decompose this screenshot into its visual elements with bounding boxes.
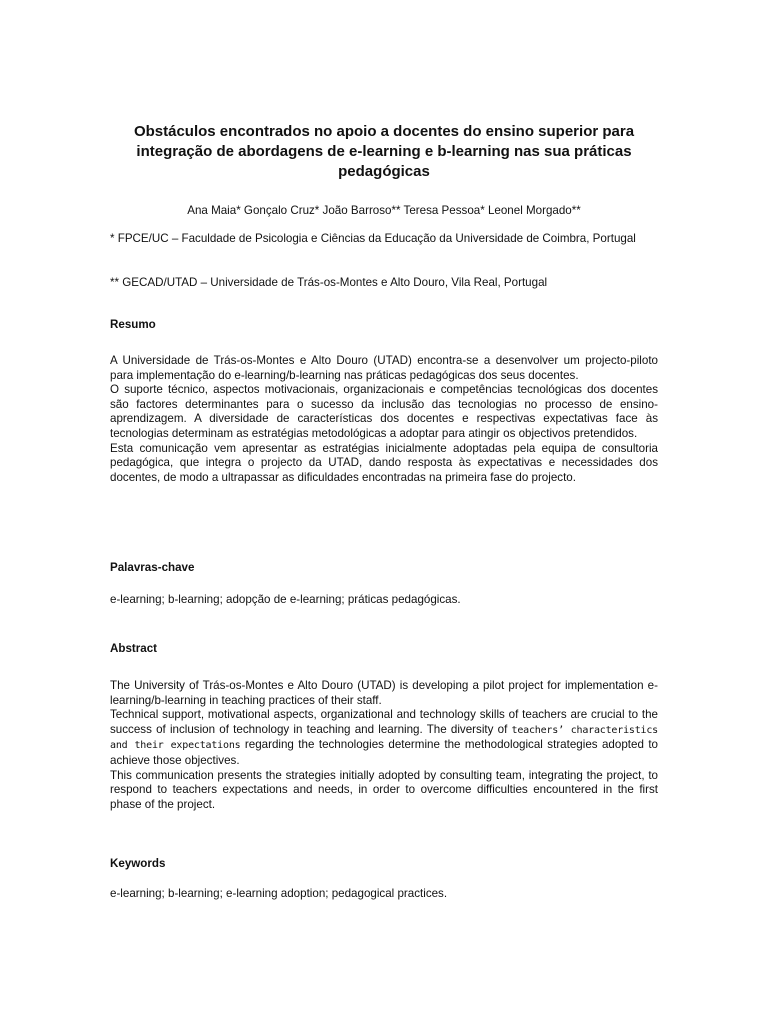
- resumo-paragraph-3: Esta comunicação vem apresentar as estratégias inicialmente adoptadas pela equipa de consultoria pedagógica, que integra o projecto da UTAD, dando resposta às expectativas e necessidades dos docentes, de modo a ultrapassar as dificuldades encontradas na primeira fase do projecto.: [110, 441, 658, 484]
- abstract-p2-mono: teachers’ characteristics and their expectations: [110, 724, 658, 752]
- paper-title: [100, 122, 668, 182]
- title-line-1: Obstáculos encontrados no apoio a docentes do ensino superior para: [133, 123, 635, 140]
- title-line-3: pedagógicas: [338, 163, 430, 180]
- abstract-p2-end: regarding the technologies determine the methodological strategies adopted to achieve those objectives.: [110, 738, 658, 767]
- abstract-body: [110, 679, 658, 812]
- abstract-heading: Abstract: [110, 642, 158, 655]
- affiliation-first: * FPCE/UC – Faculdade de Psicologia e Ciências da Educação da Universidade de Coimbra, Portugal: [110, 232, 636, 245]
- abstract-p2-start: Technical support, motivational aspects, organizational and technology skills of teachers are crucial to the success of inclusion of technology in teaching and learning. The diversity of: [110, 708, 658, 736]
- resumo-heading: Resumo: [110, 318, 156, 331]
- abstract-paragraph-2: [110, 708, 658, 768]
- palavras-chave-heading: Palavras-chave: [110, 561, 195, 574]
- keywords-text: e-learning; b-learning; e-learning adoption; pedagogical practices.: [110, 887, 448, 900]
- abstract-paragraph-1: The University of Trás-os-Montes e Alto Douro (UTAD) is developing a pilot project for implementation e-learning/b-learning in teaching practices of their staff.: [110, 679, 658, 707]
- resumo-body: [110, 354, 658, 485]
- palavras-chave-text: e-learning; b-learning; adopção de e-learning; práticas pedagógicas.: [110, 593, 461, 606]
- resumo-paragraph-1: A Universidade de Trás-os-Montes e Alto Douro (UTAD) encontra-se a desenvolver um projecto-piloto para implementação do e-learning/b-learning nas práticas pedagógicas dos seus docentes.: [110, 354, 658, 382]
- paper-page: [110, 0, 658, 1024]
- title-line-2: integração de abordagens de e-learning e b-learning nas sua práticas: [136, 143, 632, 160]
- affiliation-second: ** GECAD/UTAD – Universidade de Trás-os-Montes e Alto Douro, Vila Real, Portugal: [110, 276, 548, 289]
- resumo-paragraph-2: O suporte técnico, aspectos motivacionais, organizacionais e competências tecnológicas dos docentes são factores determinantes para o sucesso da inclusão das tecnologias no processo de ensino-aprendizagem. A diversidade de características dos docentes e respectivas expectativas face às tecnologias determinam as estratégias metodológicas a adoptar para atingir os objectivos pretendidos.: [110, 383, 658, 440]
- keywords-heading: Keywords: [110, 857, 166, 870]
- author-list: Ana Maia* Gonçalo Cruz* João Barroso** Teresa Pessoa* Leonel Morgado**: [187, 204, 581, 217]
- abstract-paragraph-3: This communication presents the strategies initially adopted by consulting team, integrating the project, to respond to teachers expectations and needs, in order to overcome difficulties encountered in the first phase of the project.: [110, 768, 658, 811]
